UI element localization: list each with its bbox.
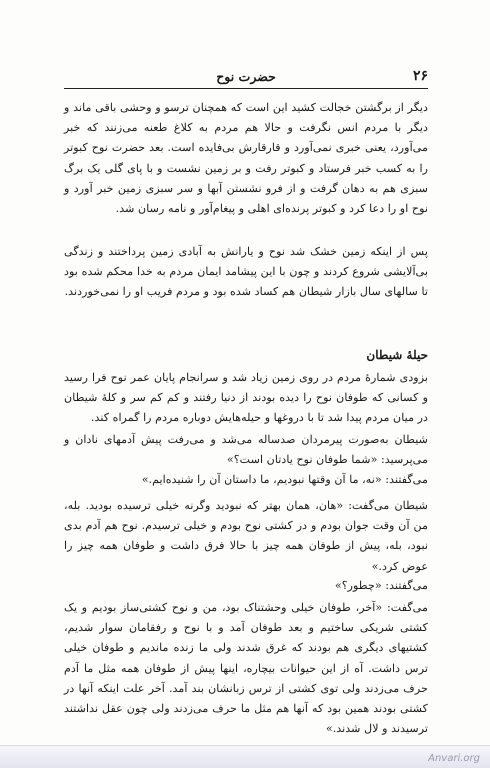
paragraph-4 <box>64 430 428 470</box>
footer-bar <box>0 745 490 768</box>
paragraph-text: شیطان به‌صورت پیرمردان صدساله می‌شد و می‌رفت پیش آدمهای نادان و می‌پرسید: «شما طوفان نوح یادتان است؟» <box>64 433 428 467</box>
paragraph-text: شیطان می‌گفت: «هان، همان بهتر که نبودید وگرنه خیلی ترسیده بودید. بله، من آن وقت جوان بودم و در کشتی نوح بودم و خیلی ترسیدم. نوح هم آدم بدی نبود، بله، پیش از طوفان همه چیز با حالا فرق داشت و طوفان همه چیز را عوض کرد.» <box>64 499 428 573</box>
chapter-title: حضرت نوح <box>216 69 276 84</box>
paragraph-1 <box>64 98 428 219</box>
paragraph-8 <box>64 598 428 739</box>
site-watermark: Anvari.org <box>428 753 480 764</box>
page-number: ۲۶ <box>412 68 428 84</box>
paragraph-6 <box>64 496 428 577</box>
paragraph-text: می‌گفتند: «نه، ما آن وقتها نبودیم، ما داستان آن را شنیده‌ایم.» <box>141 473 428 486</box>
section-heading: حیلهٔ شیطان <box>366 348 428 362</box>
paragraph-7 <box>64 576 428 596</box>
paragraph-text: بزودی شمارهٔ مردم در روی زمین زیاد شد و سرانجام پایان عمر نوح فرا رسید و کسانی که طوفان نوح را دیده بودند از دنیا رفتند و کم کم سر و کلهٔ شیطان در میان مردم پیدا شد تا با دروغها و حیله‌هایش دوباره مردم را گمراه کند. <box>64 371 428 425</box>
paragraph-text: می‌گفت: «آخر، طوفان خیلی وحشتناک بود، من و نوح کشتی‌ساز بودیم و یک کشتی شریکی ساختیم و بعد طوفان آمد و با نوح و رفقامان سوار شدیم، کشتیهای دیگری هم بودند که غرق شدند ولی ما زنده ماندیم و طوفان خیلی ترس داشت. آه از این حیوانات بیچاره، اینها پیش از طوفان همه مثل ما آدم حرف می‌زدند ولی توی کشتی از ترس زبانشان بند آمد. آخر علت اینکه آنها در کشتی بودند همین بود که آنها هم مثل ما حرف می‌زدند ولی چون عقل نداشتند ترسیدند و لال شدند.» <box>64 601 428 736</box>
paragraph-text: می‌گفتند: «چطور؟» <box>334 579 428 592</box>
paragraph-3 <box>64 368 428 429</box>
paragraph-text: پس از اینکه زمین خشک شد نوح و یارانش به آبادی زمین پرداختند و زندگی بی‌آلایشی شروع کردند و چون با این پیشامد ایمان مردم به خدا محکم شده بود تا سالهای سال بازار شیطان هم کساد شده بود و مردم فریب او را نمی‌خوردند. <box>64 245 428 299</box>
paragraph-2 <box>64 242 428 303</box>
paragraph-text: دیگر از برگشتن خجالت کشید این است که همچنان ترسو و وحشی باقی ماند و دیگر با مردم انس نگرفت و حالا هم مردم به کلاغ طعنه می‌زنند که خبر می‌آورد، یعنی خبری نمی‌آورد و قارقارش بی‌فایده است. بعد حضرت نوح کبوتر را به کسب خبر فرستاد و کبوتر رفت و بر زمین نشست و با پای گلی یک برگ سبزی هم به دهان گرفت و از فرو نشستن آبها و سر سبزی زمین خبر آورد و نوح او را دعا کرد و کبوتر پرنده‌ای اهلی و پیغام‌آور و نامه رسان شد. <box>64 101 428 216</box>
page-header <box>64 66 428 89</box>
paragraph-5 <box>64 470 428 490</box>
